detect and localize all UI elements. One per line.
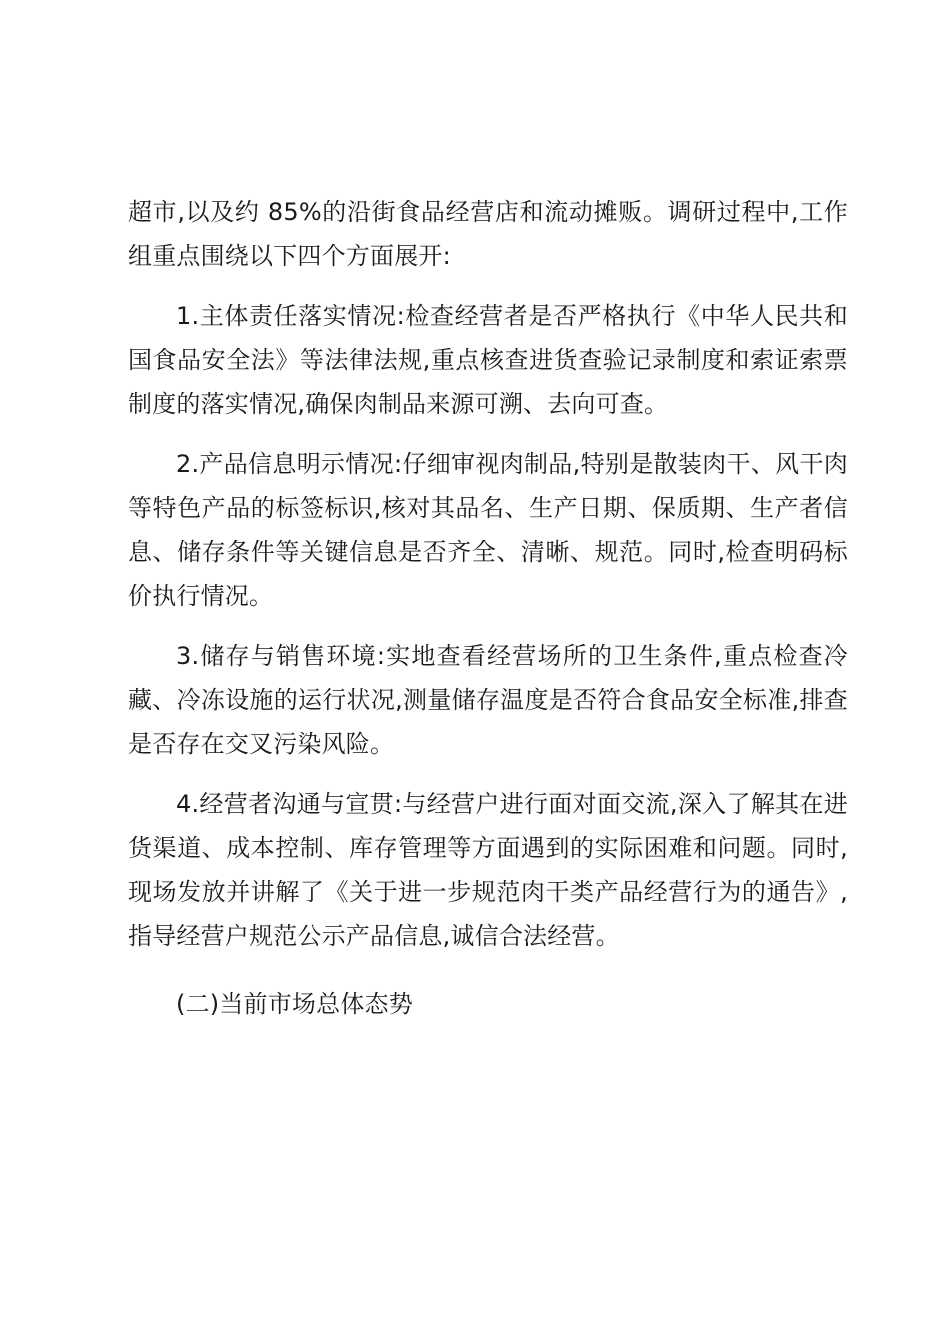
paragraph-continuation: 超市,以及约 85%的沿街食品经营店和流动摊贩。调研过程中,工作组重点围绕以下四个方面展开:: [128, 198, 848, 270]
paragraph-item-4: 4.经营者沟通与宣贯:与经营户进行面对面交流,深入了解其在进货渠道、成本控制、库存管理等方面遇到的实际困难和问题。同时,现场发放并讲解了《关于进一步规范肉干类产品经营行为的通告》,指导经营户规范公示产品信息,诚信合法经营。: [128, 790, 848, 950]
paragraph-item-3: 3.储存与销售环境:实地查看经营场所的卫生条件,重点检查冷藏、冷冻设施的运行状况,测量储存温度是否符合食品安全标准,排查是否存在交叉污染风险。: [128, 642, 848, 758]
paragraph-item-2: 2.产品信息明示情况:仔细审视肉制品,特别是散装肉干、风干肉等特色产品的标签标识,核对其品名、生产日期、保质期、生产者信息、储存条件等关键信息是否齐全、清晰、规范。同时,检查明码标价执行情况。: [128, 450, 848, 610]
section-heading: (二)当前市场总体态势: [176, 990, 413, 1018]
body-text: [128, 190, 848, 1042]
paragraph-item-1: 1.主体责任落实情况:检查经营者是否严格执行《中华人民共和国食品安全法》等法律法规,重点核查进货查验记录制度和索证索票制度的落实情况,确保肉制品来源可溯、去向可查。: [128, 302, 848, 418]
